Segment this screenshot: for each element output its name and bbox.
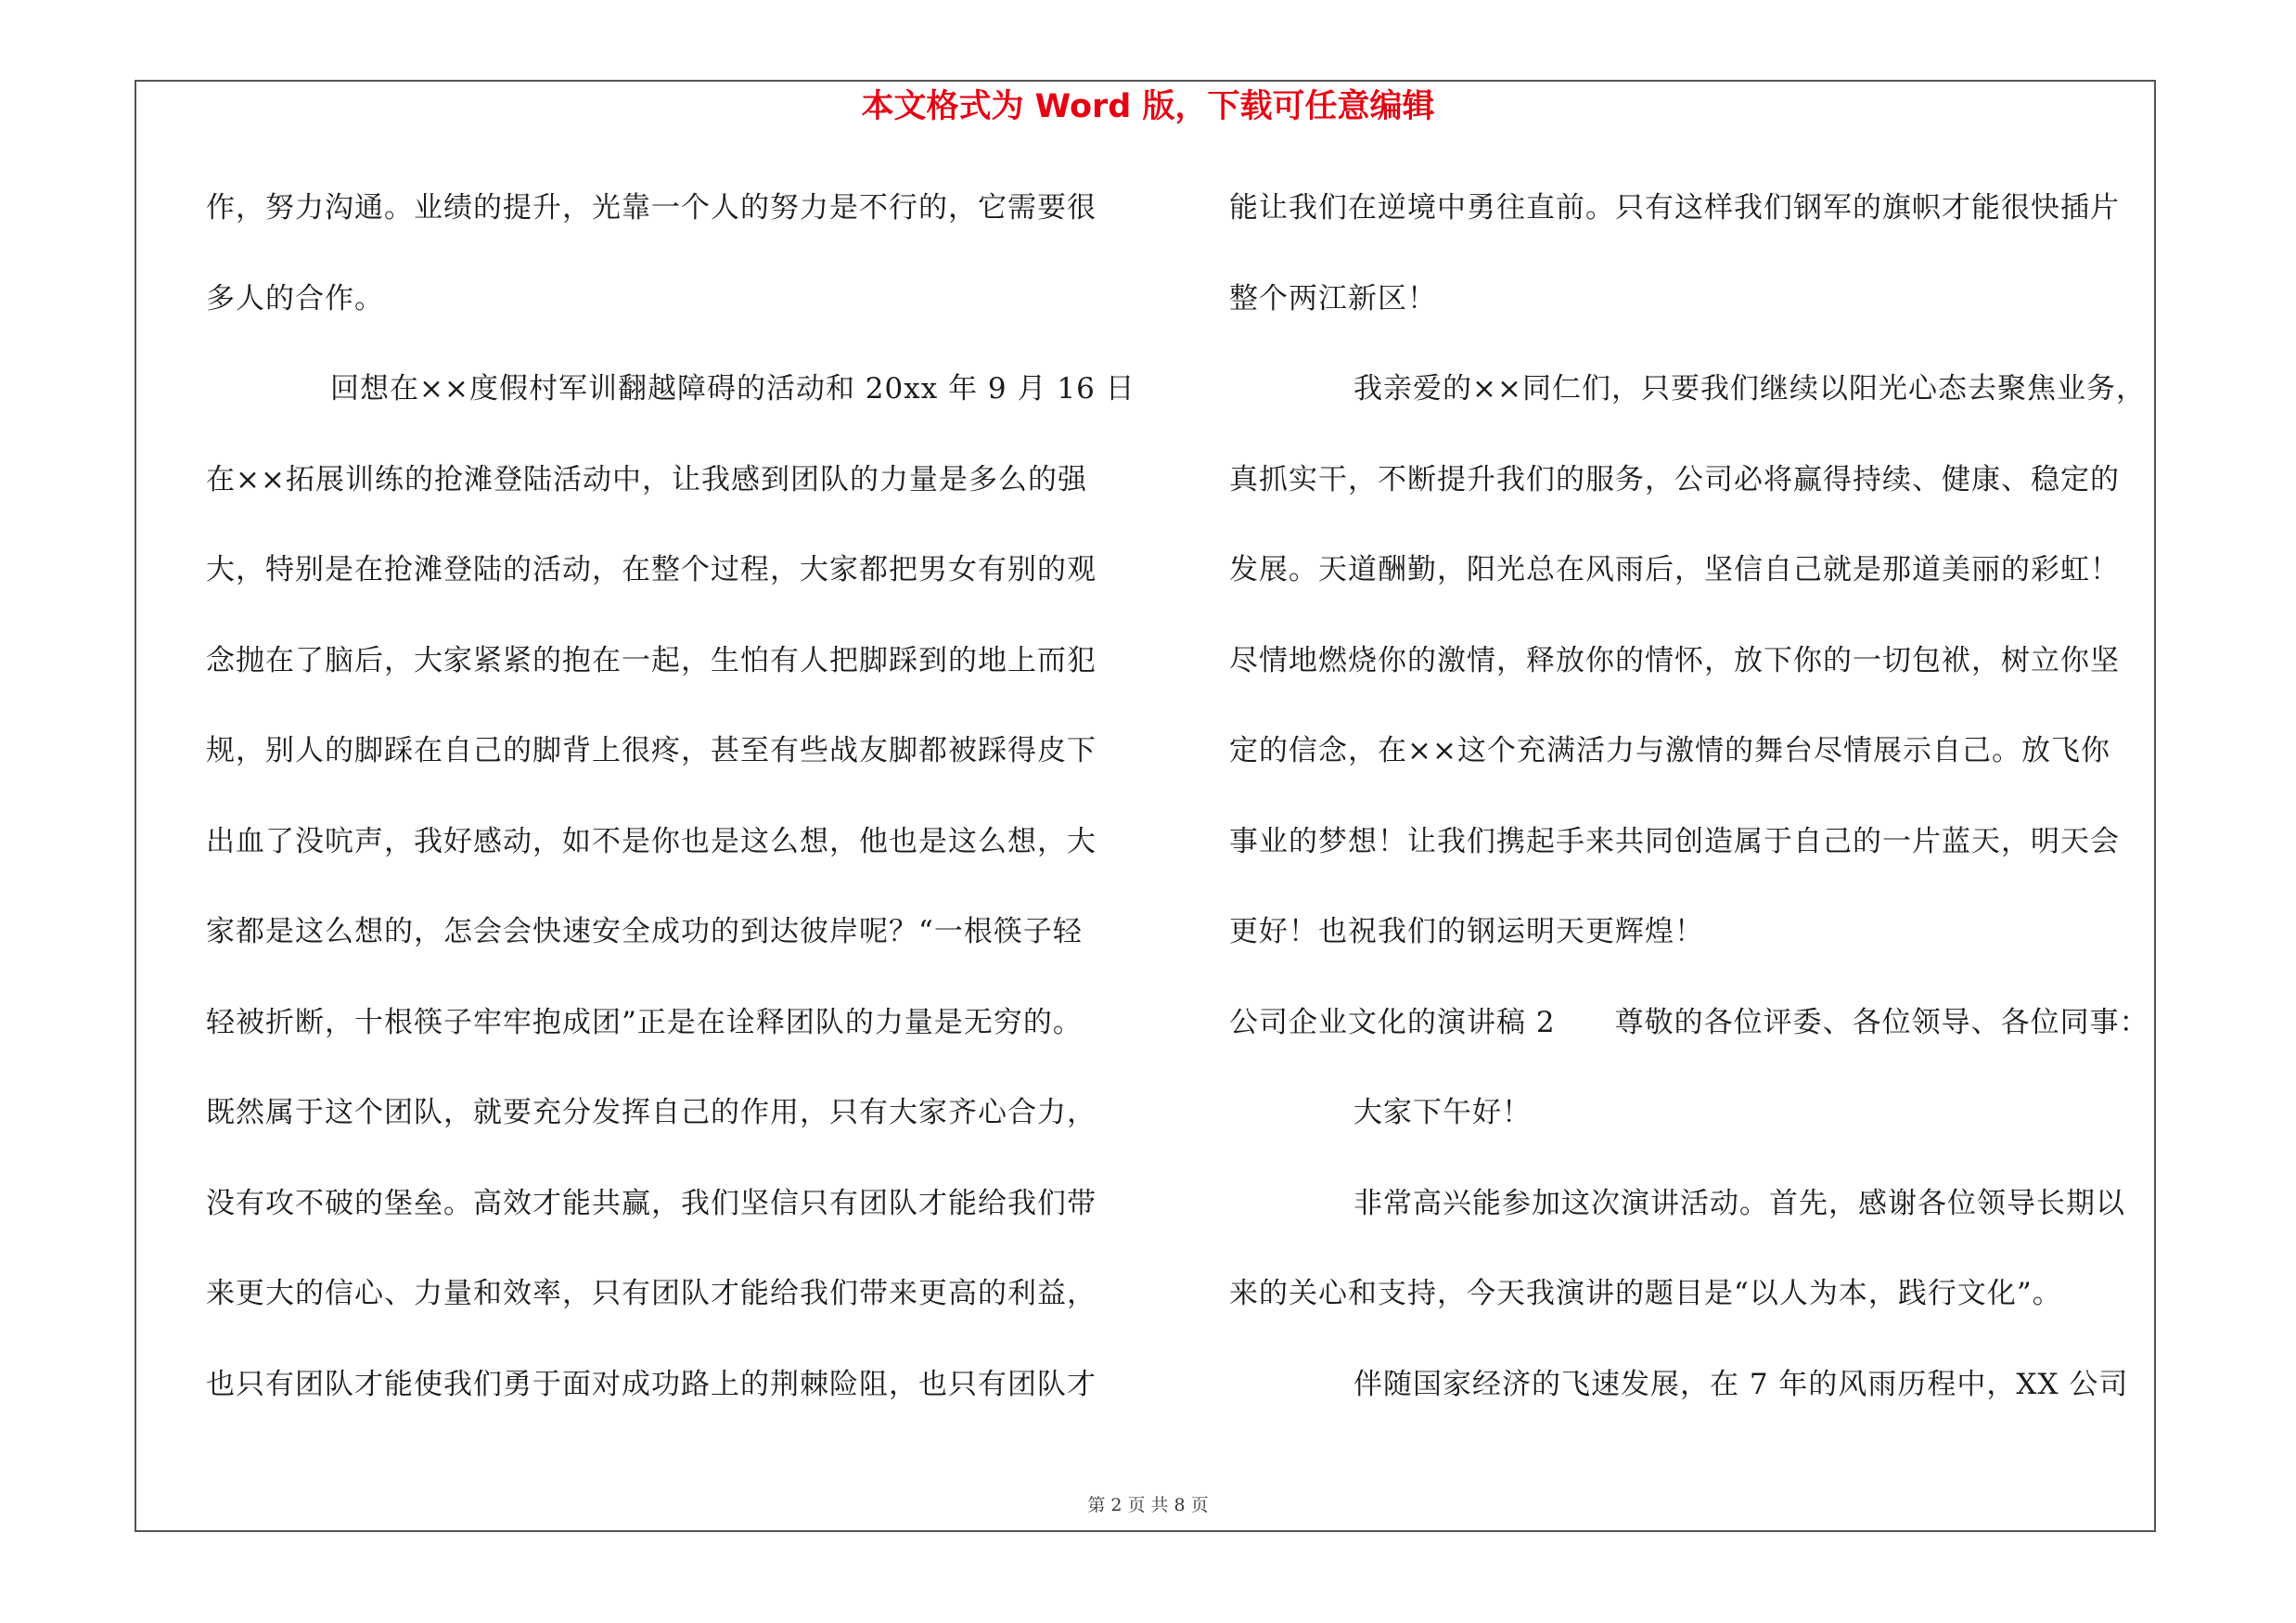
- right-text-column: [1229, 186, 2189, 1452]
- text-line: 整个两江新区！: [1229, 281, 1437, 316]
- text-line: 伴随国家经济的飞速发展，在 7 年的风雨历程中，XX 公司: [1353, 1367, 2129, 1401]
- text-line: 大，特别是在抢滩登陆的活动，在整个过程，大家都把男女有别的观: [206, 553, 1097, 586]
- text-line: 既然属于这个团队，就要充分发挥自己的作用，只有大家齐心合力，: [206, 1096, 1097, 1129]
- text-line: 大家下午好！: [1353, 1096, 1532, 1129]
- text-line: 事业的梦想！让我们携起手来共同创造属于自己的一片蓝天，明天会: [1229, 824, 2120, 858]
- text-line: 能让我们在逆境中勇往直前。只有这样我们钢军的旗帜才能很快插片: [1229, 191, 2120, 225]
- text-line: 我亲爱的××同仁们，只要我们继续以阳光心态去聚焦业务，: [1353, 372, 2146, 406]
- text-line: 非常高兴能参加这次演讲活动。首先，感谢各位领导长期以: [1353, 1186, 2125, 1220]
- text-line: 发展。天道酬勤，阳光总在风雨后，坚信自己就是那道美丽的彩虹！: [1229, 553, 2120, 586]
- text-line: 没有攻不破的堡垒。高效才能共赢，我们坚信只有团队才能给我们带: [206, 1186, 1097, 1220]
- text-line: 来的关心和支持，今天我演讲的题目是“以人为本，践行文化”。: [1229, 1277, 2062, 1310]
- text-line: 也只有团队才能使我们勇于面对成功路上的荆棘险阻，也只有团队才: [206, 1367, 1097, 1401]
- text-line: 回想在××度假村军训翻越障碍的活动和 20xx 年 9 月 16 日: [330, 372, 1135, 406]
- text-line: 公司企业文化的演讲稿 2 尊敬的各位评委、各位领导、各位同事：: [1229, 1005, 2149, 1039]
- text-line: 轻被折断，十根筷子牢牢抱成团”正是在诠释团队的力量是无穷的。: [206, 1005, 1083, 1039]
- text-line: 念抛在了脑后，大家紧紧的抱在一起，生怕有人把脚踩到的地上而犯: [206, 643, 1097, 677]
- text-line: 更好！也祝我们的钢运明天更辉煌！: [1229, 915, 1704, 948]
- text-line: 家都是这么想的，怎会会快速安全成功的到达彼岸呢？“一根筷子轻: [206, 915, 1083, 948]
- text-line: 作，努力沟通。业绩的提升，光靠一个人的努力是不行的，它需要很: [206, 191, 1097, 225]
- text-line: 规，别人的脚踩在自己的脚背上很疼，甚至有些战友脚都被踩得皮下: [206, 734, 1097, 767]
- format-notice-banner: 本文格式为 Word 版，下载可任意编辑: [861, 88, 1435, 125]
- text-line: 出血了没吭声，我好感动，如不是你也是这么想，他也是这么想，大: [206, 824, 1097, 858]
- text-line: 在××拓展训练的抢滩登陆活动中，让我感到团队的力量是多么的强: [206, 462, 1087, 496]
- text-line: 定的信念，在××这个充满活力与激情的舞台尽情展示自己。放飞你: [1229, 734, 2110, 767]
- left-text-column: [206, 186, 1157, 1452]
- text-line: 来更大的信心、力量和效率，只有团队才能给我们带来更高的利益，: [206, 1277, 1097, 1310]
- text-line: 多人的合作。: [206, 281, 384, 316]
- text-line: 尽情地燃烧你的激情，释放你的情怀，放下你的一切包袱，树立你坚: [1229, 643, 2120, 677]
- text-line: 真抓实干，不断提升我们的服务，公司必将赢得持续、健康、稳定的: [1229, 462, 2120, 496]
- page-number-footer: 第 2 页 共 8 页: [1087, 1495, 1209, 1515]
